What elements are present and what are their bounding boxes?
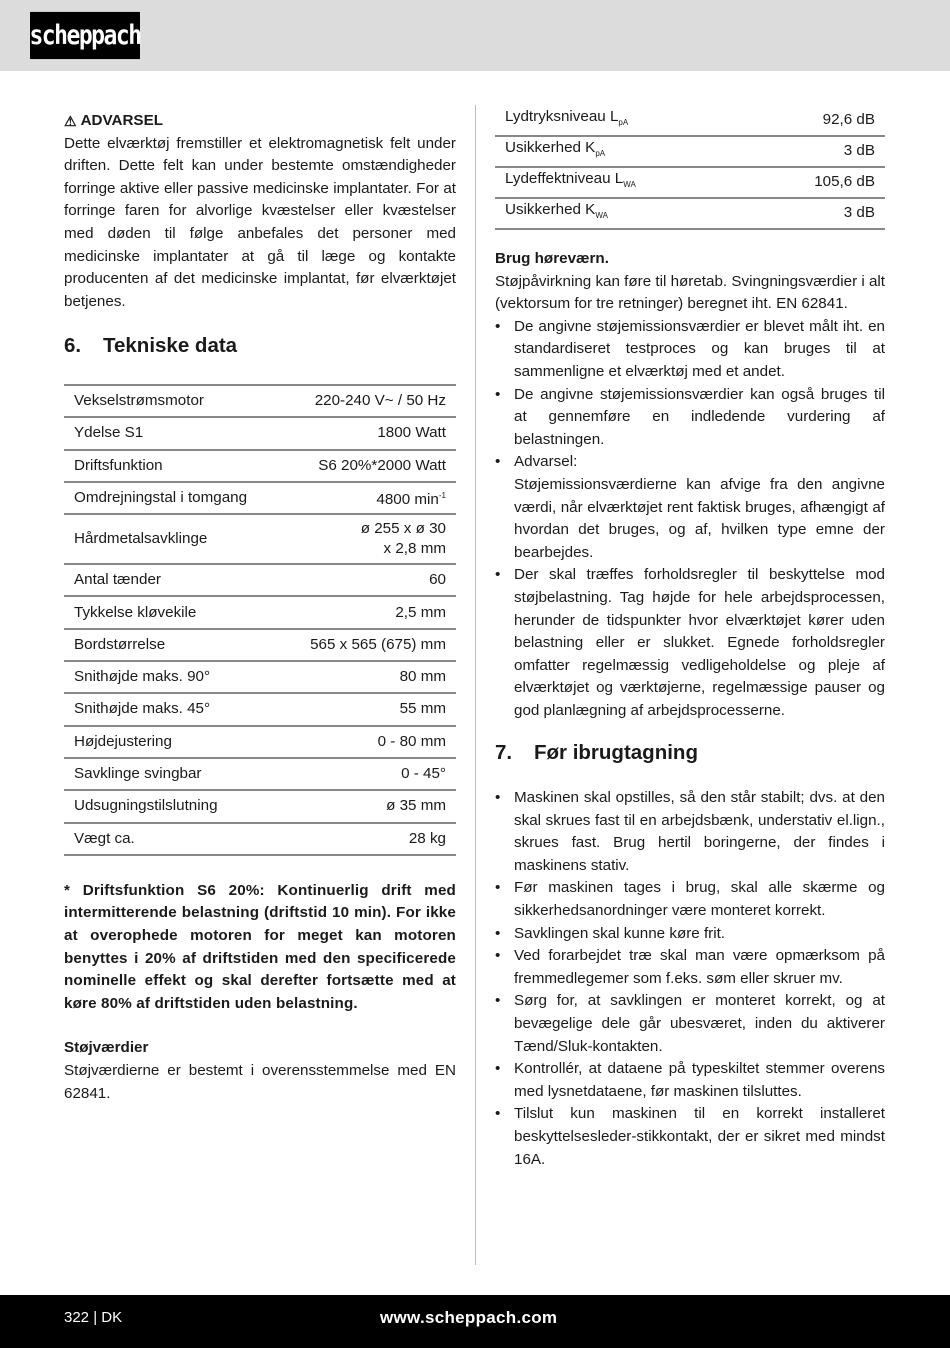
list-item: • De angivne støjemissionsværdier kan også bruges til at gennemføre en indledende vurdering af belastningen. xyxy=(495,385,885,448)
page-number: 322 | DK xyxy=(64,1309,123,1326)
table-row xyxy=(64,514,456,564)
table-row xyxy=(495,136,885,167)
noise-label: Usikkerhed $K_{pA}$ xyxy=(495,136,749,167)
warning-text: Dette elværktøj fremstiller et elektromagnetisk felt under driften. Dette felt kan under bestemte omstændigheder forringe aktive eller passive medicinske implantater. For at forringe faren for alvorlige kvæstelser eller kvæstelser med døden til følge anbefales det personer med medicinske implantater at gå til læge og kontakte producenten af det medicinske implantat, før elværktøjet betjenes. xyxy=(64,134,456,310)
section-number: 6. xyxy=(64,334,82,358)
spec-label: Hårdmetalsavklinge xyxy=(64,514,294,564)
spec-label: Vægt ca. xyxy=(64,823,294,855)
spec-value: 0 - 80 mm xyxy=(294,726,456,758)
table-row xyxy=(64,417,456,449)
spec-label: Bordstørrelse xyxy=(64,629,294,661)
table-row xyxy=(495,167,885,198)
list-item: • Før maskinen tages i brug, skal alle skærme og sikkerhedsanordninger være monteret korrekt. xyxy=(495,879,885,920)
section-title: Tekniske data xyxy=(103,334,238,358)
hearing-bullet-list xyxy=(495,316,885,723)
spec-label: Tykkelse kløvekile xyxy=(64,596,294,628)
noise-value: 92,6 dB xyxy=(749,105,885,136)
noise-label: Lydeffektniveau $L_{WA}$ xyxy=(495,167,749,198)
noise-value: 105,6 dB xyxy=(749,167,885,198)
list-item: • Maskinen skal opstilles, så den står stabilt; dvs. at den skal skrues fast til en arbejdsbænk, understativ el.lign., skrues fast. Brug hertil boringerne, der findes i maskinens stativ. xyxy=(495,789,885,874)
noise-label: Usikkerhed $K_{WA}$ xyxy=(495,198,749,229)
table-row xyxy=(64,823,456,855)
left-column xyxy=(64,110,456,1105)
table-row xyxy=(64,790,456,822)
list-item: • Advarsel: Støjemissionsværdierne kan afvige fra den angivne værdi, når elværktøjet rent faktisk bruges, afhængigt af hvordan det bruges, og af, hvilken type emne der bearbejdes. xyxy=(495,451,885,564)
spec-value: S6 20%*2000 Watt xyxy=(294,450,456,482)
table-row xyxy=(495,198,885,229)
scheppach-logo: scheppach xyxy=(30,12,140,59)
list-item: • Kontrollér, at dataene på typeskiltet stemmer overens med lysnetdataene, før maskinen tilsluttes. xyxy=(495,1060,885,1100)
spec-value: 28 kg xyxy=(294,823,456,855)
noise-values-table xyxy=(495,105,885,230)
table-row xyxy=(64,450,456,482)
list-item: • Tilslut kun maskinen til en korrekt installeret beskyttelsesleder-stikkontakt, der er sikret med mindst 16A. xyxy=(495,1105,885,1168)
page-footer xyxy=(0,1295,950,1348)
spec-value: 4800 $\min^{-1}$ xyxy=(294,482,456,514)
noise-value: 3 dB xyxy=(749,198,885,229)
noise-label: Lydtryksniveau $L_{pA}$ xyxy=(495,105,749,136)
section-title: Før ibrugtagning xyxy=(534,741,698,765)
right-column xyxy=(495,105,885,1171)
table-row xyxy=(64,693,456,725)
table-row xyxy=(64,482,456,514)
list-item: • Savklingen skal kunne køre frit. xyxy=(495,924,726,942)
s6-footnote: * Driftsfunktion S6 20%: Kontinuerlig drift med intermitterende belastning (driftstid 10 min). For ikke at overophede motoren for meget kan motoren benyttes i 20% af driftstiden med den specificerede nominelle effekt og skal derefter fortsætte med at køre 80% af driftstiden uden belastning. xyxy=(64,881,456,1012)
spec-label: Driftsfunktion xyxy=(64,450,294,482)
spec-label: Vekselstrømsmotor xyxy=(64,385,294,417)
section-7-heading xyxy=(495,742,885,765)
table-row xyxy=(495,105,885,136)
spec-label: Antal tænder xyxy=(64,564,294,596)
spec-label: Højdejustering xyxy=(64,726,294,758)
spec-value: ø 255 x ø 30 x 2,8 mm xyxy=(294,514,456,564)
warning-heading xyxy=(64,110,456,133)
table-row xyxy=(64,726,456,758)
warning-title: ADVARSEL xyxy=(80,112,163,129)
spec-label: Snithøjde maks. 90° xyxy=(64,661,294,693)
list-item: • Sørg for, at savklingen er monteret korrekt, og at bevægelige dele går ubesværet, inden du aktiverer Tænd/Sluk-kontakten. xyxy=(495,992,885,1055)
list-item: • Der skal træffes forholdsregler til beskyttelse mod støjbelastning. Tag højde for hele arbejdsprocessen, herunder de tidspunkter hvor elværktøjet kører uden belastning eller er slukket. Egnede forholdsregler omfatter regelmæssig vedligeholdelse og pleje af elværktøjet og værktøjerne, regelmæssige pauser og god planlægning af arbejdsprocesserne. xyxy=(495,566,885,719)
spec-label: Snithøjde maks. 45° xyxy=(64,693,294,725)
spec-value: 55 mm xyxy=(294,693,456,725)
list-item: • De angivne støjemissionsværdier er blevet målt iht. en standardiseret testproces og kan bruges til at sammenligne et elværktøj med et andet. xyxy=(495,317,885,380)
spec-value: 60 xyxy=(294,564,456,596)
spec-value: 2,5 mm xyxy=(294,596,456,628)
spec-label: Savklinge svingbar xyxy=(64,758,294,790)
spec-value: 0 - 45° xyxy=(294,758,456,790)
table-row xyxy=(64,661,456,693)
table-row xyxy=(64,758,456,790)
table-row xyxy=(64,385,456,417)
warning-triangle-icon: ⚠ xyxy=(64,113,77,129)
table-row xyxy=(64,564,456,596)
page-header xyxy=(0,0,950,71)
spec-label: Ydelse S1 xyxy=(64,417,294,449)
spec-label: Udsugningstilslutning xyxy=(64,790,294,822)
column-divider xyxy=(475,105,476,1265)
hearing-intro: Støjpåvirkning kan føre til høretab. Svingningsværdier i alt (vektorsum for tre retninger) beregnet iht. EN 62841. xyxy=(495,272,885,313)
hearing-protection-heading: Brug høreværn. xyxy=(495,250,609,267)
noise-value: 3 dB xyxy=(749,136,885,167)
table-row xyxy=(64,596,456,628)
technical-data-table xyxy=(64,384,456,856)
advarsel-text: Støjemissionsværdierne kan afvige fra den angivne værdi, når elværktøjet rent faktisk bruges, afhængigt af hvordan det bruges, og af, hvilken type emne der bearbejdes. xyxy=(514,475,885,561)
section-6-heading xyxy=(64,335,456,358)
spec-value: ø 35 mm xyxy=(294,790,456,822)
noise-heading: Støjværdier xyxy=(64,1039,149,1057)
noise-text: Støjværdierne er bestemt i overensstemmelse med EN 62841. xyxy=(64,1061,456,1102)
spec-value: 80 mm xyxy=(294,661,456,693)
section-number: 7. xyxy=(495,741,513,765)
list-item: • Ved forarbejdet træ skal man være opmærksom på fremmedlegemer som f.eks. søm eller skruer mv. xyxy=(495,947,885,987)
before-use-bullet-list xyxy=(495,787,885,1171)
spec-label: Omdrejningstal i tomgang xyxy=(64,482,294,514)
spec-value: 565 x 565 (675) mm xyxy=(294,629,456,661)
spec-value: 1800 Watt xyxy=(294,417,456,449)
table-row xyxy=(64,629,456,661)
spec-value: 220-240 V~ / 50 Hz xyxy=(294,385,456,417)
website-link[interactable]: www.scheppach.com xyxy=(380,1308,558,1327)
